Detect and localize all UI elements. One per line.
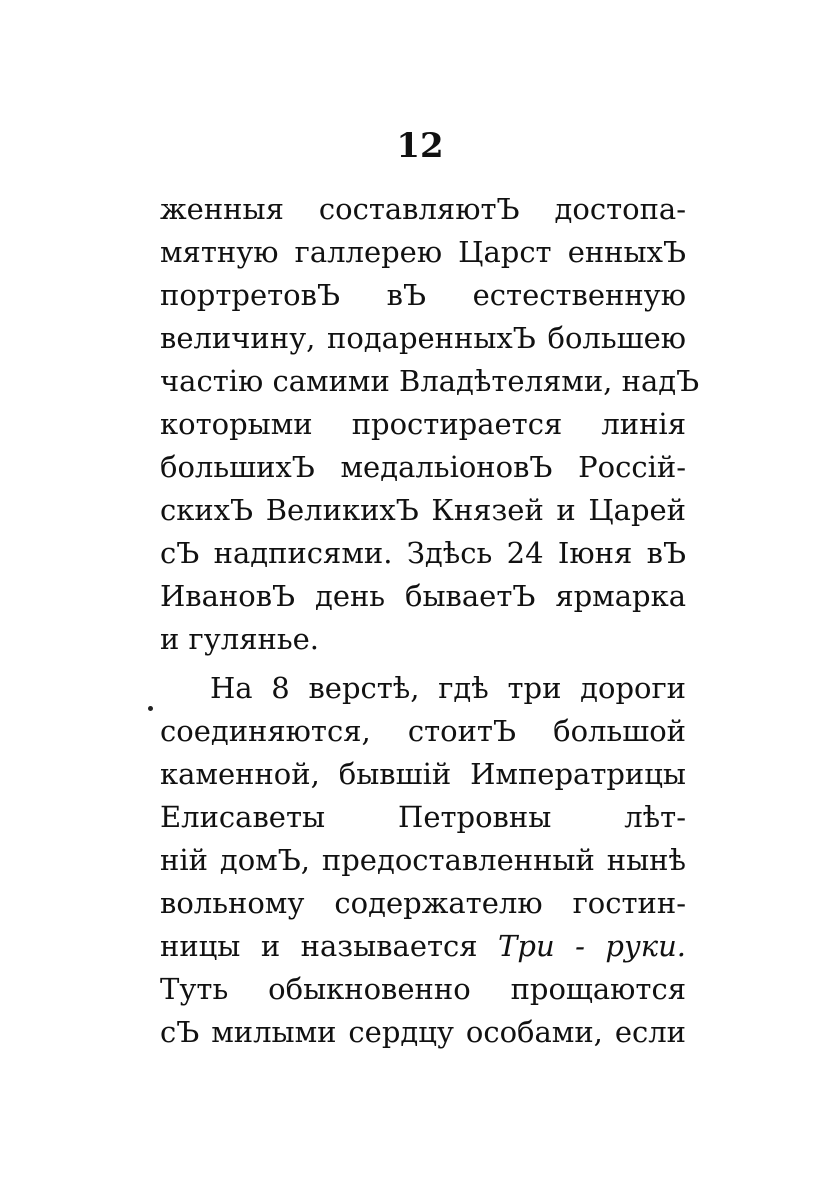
text-line: и гулянье. xyxy=(160,622,320,656)
text-line: ницы и называется xyxy=(160,929,478,963)
text-line: портретовЪ вЪ естественную xyxy=(160,278,686,312)
text-line: На 8 верстѣ, гдѣ три дороги xyxy=(210,671,686,705)
italic-phrase: Три - руки. xyxy=(498,929,686,963)
text-line: частію самими Владѣтелями, надЪ xyxy=(160,364,700,398)
text-line: большихЪ медальіоновЪ Россій- xyxy=(160,450,686,484)
body-text xyxy=(160,188,700,1054)
text-line: величину, подаренныхЪ большею xyxy=(160,321,686,355)
text-line: ИвановЪ день бываетЪ ярмарка xyxy=(160,579,686,613)
text-line: мятную галлерею Царст енныхЪ xyxy=(160,235,686,269)
text-line: сЪ милыми сердцу особами, если xyxy=(160,1015,686,1049)
text-line: Туть обыкновенно прощаются xyxy=(160,972,686,1006)
text-line: скихЪ ВеликихЪ Князей и Царей xyxy=(160,493,686,527)
text-line: сЪ надписями. Здѣсь 24 Іюня вЪ xyxy=(160,536,686,570)
ink-speck xyxy=(148,706,153,711)
text-line: вольному содержателю гостин- xyxy=(160,886,686,920)
text-line: женныя составляютЪ достопа- xyxy=(160,192,686,226)
text-line: ній домЪ, предоставленный нынѣ xyxy=(160,843,686,877)
page-number: 12 xyxy=(396,126,444,166)
text-line: соединяются, стоитЪ большой xyxy=(160,714,686,748)
text-line: которыми простирается линія xyxy=(160,407,686,441)
text-line-with-italic xyxy=(160,925,686,968)
text-line: каменной, бывшій Императрицы xyxy=(160,757,686,791)
text-line: Елисаветы Петровны лѣт- xyxy=(160,800,686,834)
